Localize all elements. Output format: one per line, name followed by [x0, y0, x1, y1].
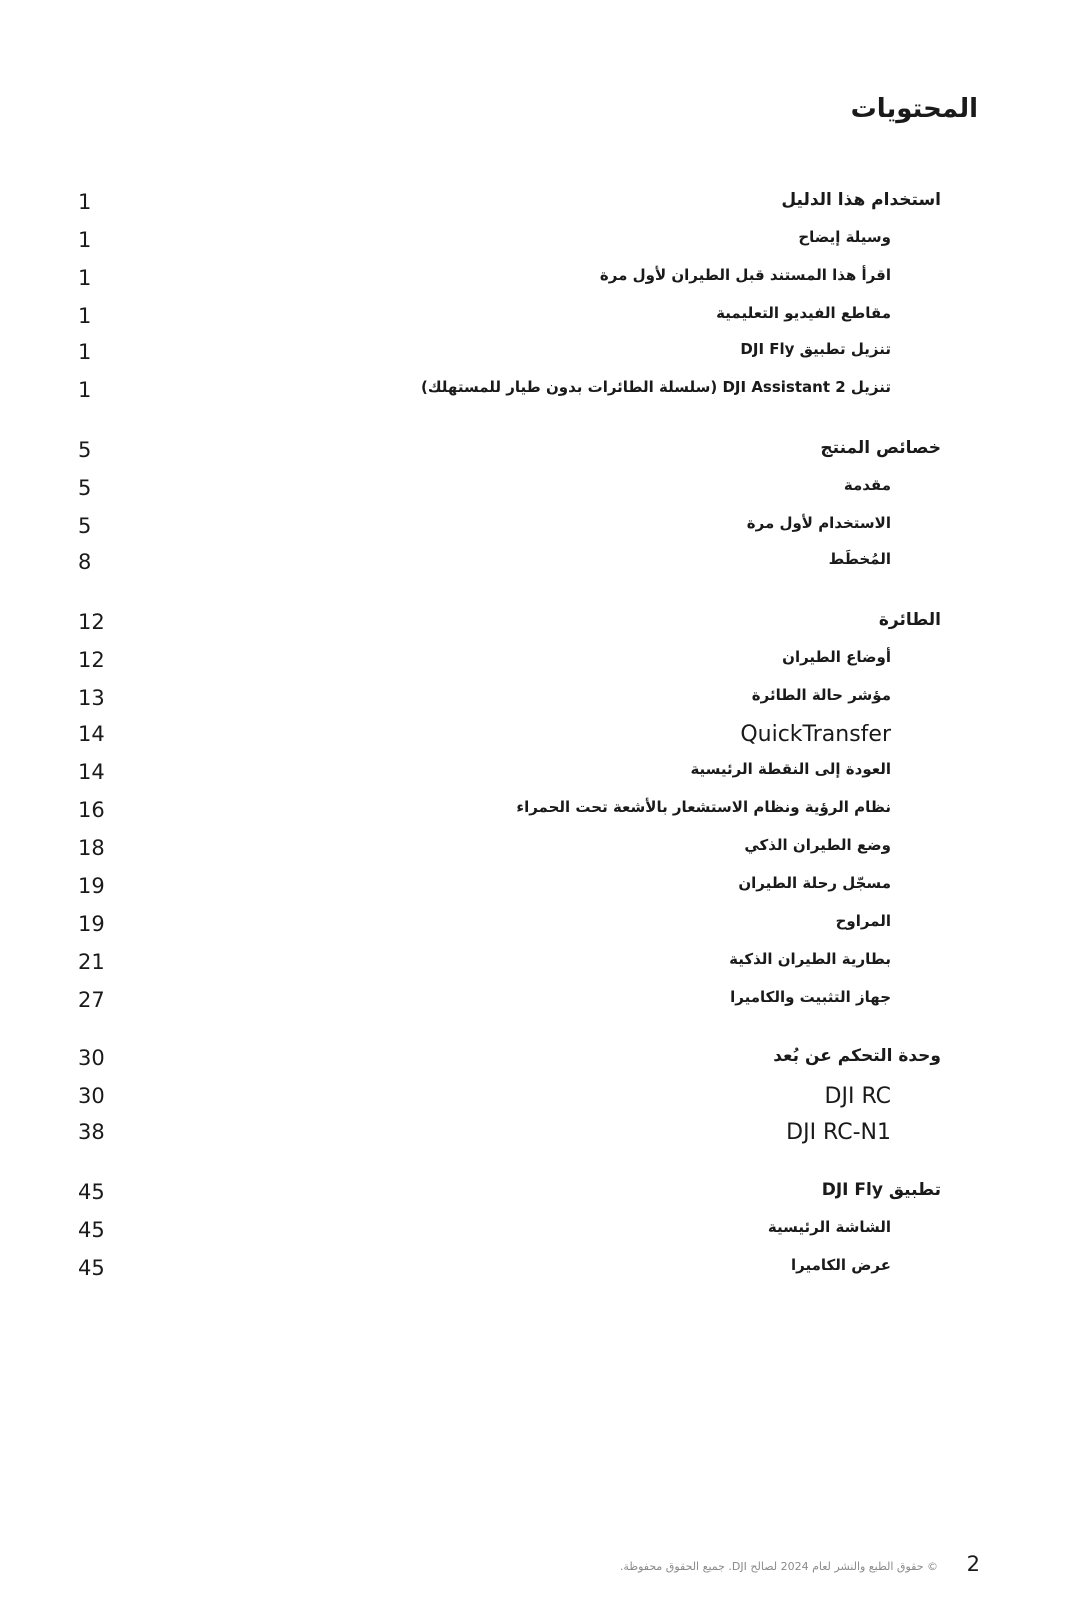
toc-section-title[interactable]: تطبيق DJI Fly [821, 1180, 941, 1200]
toc-page-number: 18 [78, 836, 105, 860]
toc-section[interactable] [0, 1180, 1078, 1216]
toc-item-title[interactable]: العودة إلى النقطة الرئيسية [690, 760, 891, 778]
toc-page-number: 14 [78, 760, 105, 784]
toc-item-title[interactable]: مقدمة [843, 476, 891, 494]
toc-section[interactable] [0, 1046, 1078, 1082]
toc-page-number: 19 [78, 874, 105, 898]
toc-page-number: 45 [78, 1218, 105, 1242]
toc-page-number: 30 [78, 1084, 105, 1108]
toc-item-title[interactable]: المُخطَط [828, 550, 891, 568]
toc-item-title[interactable]: الاستخدام لأول مرة [746, 514, 891, 532]
toc-item-title[interactable]: DJI RC [824, 1084, 891, 1109]
toc-item-title[interactable]: وسيلة إيضاح [798, 228, 891, 246]
toc-item-title[interactable]: اقرأ هذا المستند قبل الطيران لأول مرة [599, 266, 891, 284]
toc-item[interactable] [0, 514, 1078, 550]
toc-item[interactable] [0, 988, 1078, 1024]
toc-page-number: 45 [78, 1180, 105, 1204]
toc-page-number: 5 [78, 514, 92, 538]
toc-item[interactable] [0, 912, 1078, 948]
toc-item-title[interactable]: DJI RC-N1 [786, 1120, 891, 1145]
toc-page-number: 14 [78, 722, 105, 746]
copyright-notice: © حقوق الطبع والنشر لعام 2024 لصالح DJI. جميع الحقوق محفوظة. [619, 1560, 938, 1573]
page-title: المحتويات [850, 94, 978, 124]
toc-item-title[interactable]: QuickTransfer [740, 722, 891, 747]
toc-item[interactable] [0, 228, 1078, 264]
toc-item-title[interactable]: عرض الكاميرا [791, 1256, 891, 1274]
toc-page-number: 12 [78, 610, 105, 634]
toc-item[interactable] [0, 1218, 1078, 1254]
toc-item-title[interactable]: تنزيل تطبيق DJI Fly [740, 340, 891, 358]
footer-page-number: 2 [966, 1552, 980, 1576]
toc-page-number: 5 [78, 438, 92, 462]
toc-page-number: 27 [78, 988, 105, 1012]
toc-item[interactable] [0, 648, 1078, 684]
toc-section-title[interactable]: خصائص المنتج [820, 438, 941, 458]
toc-item[interactable] [0, 686, 1078, 722]
toc-page-number: 19 [78, 912, 105, 936]
toc-item[interactable] [0, 378, 1078, 414]
toc-page-number: 21 [78, 950, 105, 974]
toc-item-title[interactable]: مؤشر حالة الطائرة [751, 686, 891, 704]
toc-item[interactable] [0, 1256, 1078, 1292]
toc-page-number: 12 [78, 648, 105, 672]
toc-item-title[interactable]: جهاز التثبيت والكاميرا [730, 988, 891, 1006]
toc-item[interactable] [0, 874, 1078, 910]
toc-page-number: 1 [78, 304, 92, 328]
toc-item[interactable] [0, 304, 1078, 340]
toc-item-title[interactable]: وضع الطيران الذكي [744, 836, 891, 854]
toc-section-title[interactable]: الطائرة [878, 610, 941, 630]
page-footer [0, 1552, 1078, 1582]
toc-item[interactable] [0, 722, 1078, 758]
toc-item-title[interactable]: مسجّل رحلة الطيران [738, 874, 891, 892]
toc-page-number: 1 [78, 340, 92, 364]
toc-section-title[interactable]: وحدة التحكم عن بُعد [773, 1046, 941, 1066]
toc-page-number: 1 [78, 266, 92, 290]
toc-item[interactable] [0, 476, 1078, 512]
toc-section[interactable] [0, 438, 1078, 474]
toc-page-number: 5 [78, 476, 92, 500]
toc-item[interactable] [0, 1084, 1078, 1120]
toc-item-title[interactable]: بطارية الطيران الذكية [729, 950, 891, 968]
toc-item[interactable] [0, 550, 1078, 586]
toc-section[interactable] [0, 610, 1078, 646]
toc-item[interactable] [0, 266, 1078, 302]
toc-section-title[interactable]: استخدام هذا الدليل [781, 190, 941, 210]
toc-item-title[interactable]: الشاشة الرئيسية [767, 1218, 891, 1236]
toc-page-number: 1 [78, 190, 92, 214]
toc-item[interactable] [0, 798, 1078, 834]
toc-item-title[interactable]: أوضاع الطيران [782, 648, 891, 666]
toc-item-title[interactable]: تنزيل DJI Assistant 2 (سلسلة الطائرات بدون طيار للمستهلك) [420, 378, 891, 396]
toc-page-number: 16 [78, 798, 105, 822]
toc-page-number: 13 [78, 686, 105, 710]
toc-item[interactable] [0, 836, 1078, 872]
toc-page-number: 1 [78, 228, 92, 252]
toc-item[interactable] [0, 1120, 1078, 1156]
toc-item-title[interactable]: نظام الرؤية ونظام الاستشعار بالأشعة تحت الحمراء [516, 798, 891, 816]
toc-item-title[interactable]: المراوح [835, 912, 891, 930]
toc-page-number: 38 [78, 1120, 105, 1144]
toc-item-title[interactable]: مقاطع الفيديو التعليمية [716, 304, 891, 322]
toc-item[interactable] [0, 760, 1078, 796]
toc-page-number: 8 [78, 550, 92, 574]
toc-item[interactable] [0, 950, 1078, 986]
toc-page-number: 45 [78, 1256, 105, 1280]
toc-page-number: 1 [78, 378, 92, 402]
toc-item[interactable] [0, 340, 1078, 376]
toc-page-number: 30 [78, 1046, 105, 1070]
toc-section[interactable] [0, 190, 1078, 226]
